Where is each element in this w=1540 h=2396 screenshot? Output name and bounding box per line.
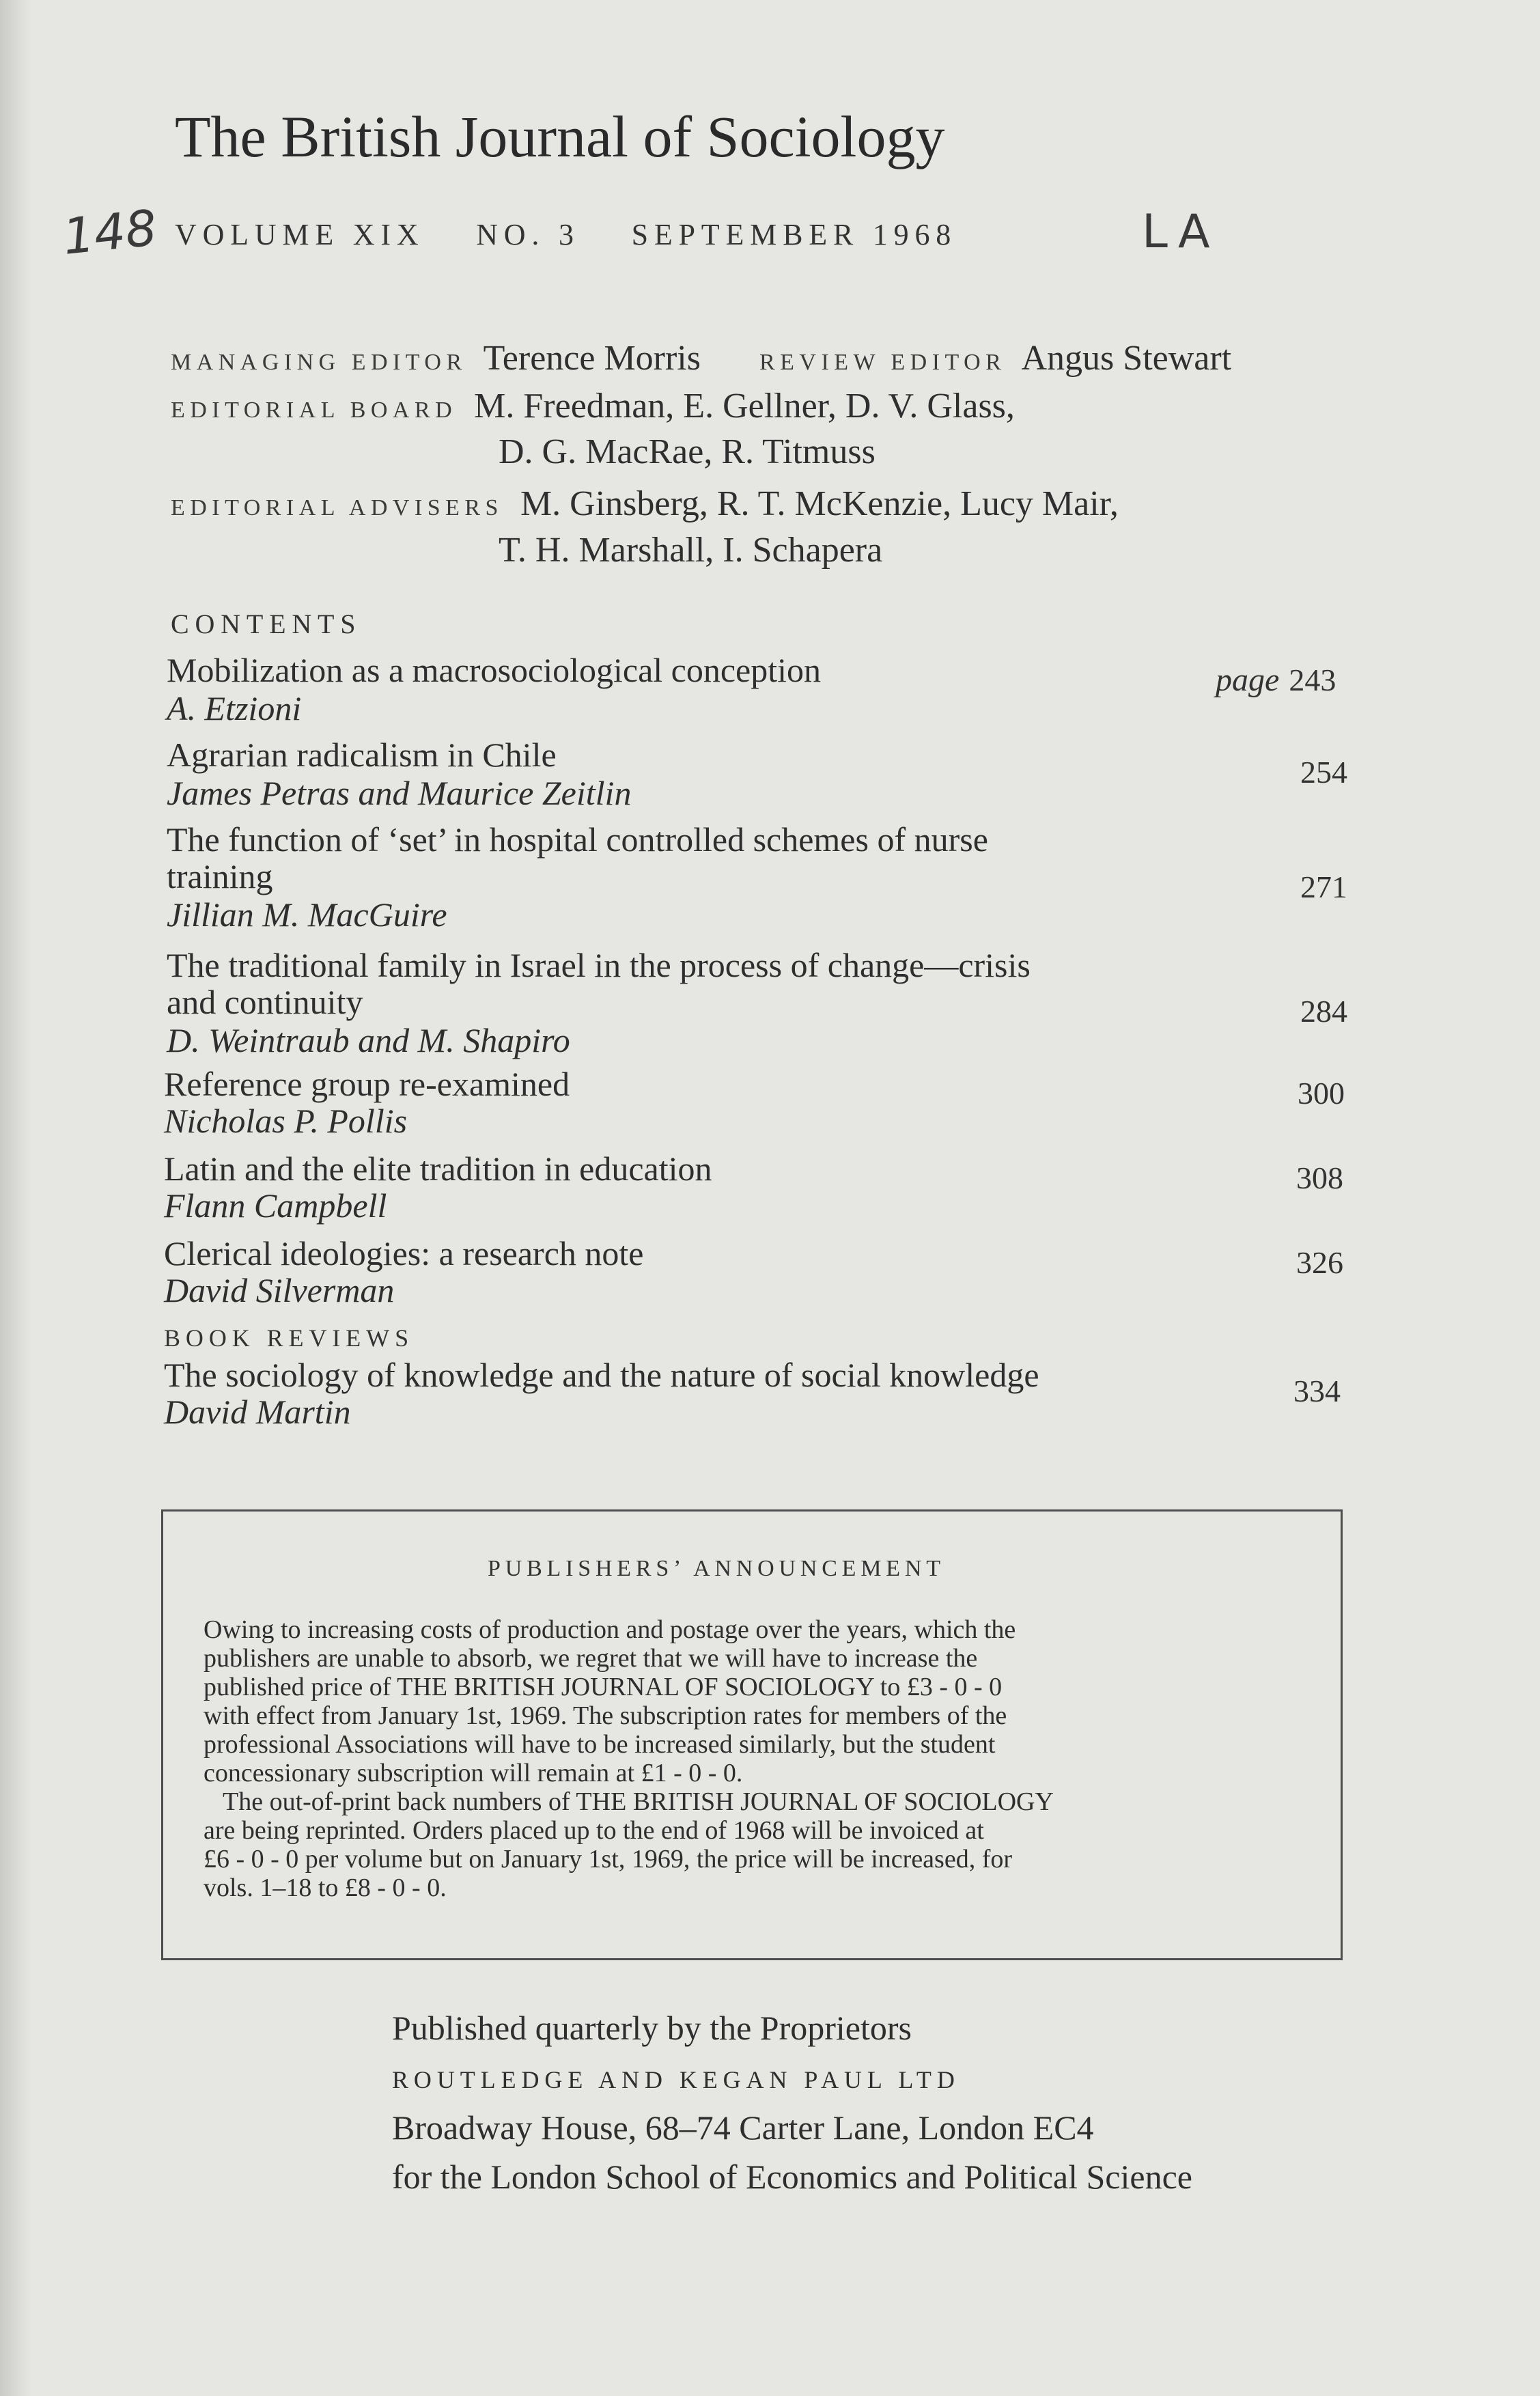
publisher-line-1: Published quarterly by the Proprietors <box>392 2009 912 2047</box>
announcement-heading: PUBLISHERS’ ANNOUNCEMENT <box>488 1556 945 1581</box>
volume-label: VOLUME XIX <box>175 218 425 251</box>
editorial-advisers-names-cont: T. H. Marshall, I. Schapera <box>499 531 883 570</box>
contents-heading: CONTENTS <box>171 609 362 639</box>
handwritten-note-left: 148 <box>59 199 160 266</box>
article-title[interactable]: Clerical ideologies: a research note <box>164 1234 644 1272</box>
review-editor-name: Angus Stewart <box>1021 339 1232 378</box>
publisher-address: Broadway House, 68–74 Carter Lane, London EC4 <box>392 2108 1094 2147</box>
editorial-board-label: EDITORIAL BOARD <box>171 398 458 423</box>
article-title[interactable]: The traditional family in Israel in the process of change—crisis <box>167 946 1031 984</box>
book-review-title[interactable]: The sociology of knowledge and the nature of social knowledge <box>164 1356 1039 1394</box>
announcement-line: £6 - 0 - 0 per volume but on January 1st, 1969, the price will be increased, for <box>204 1845 1013 1873</box>
review-editor-label: REVIEW EDITOR <box>759 350 1007 375</box>
article-page-number: 284 <box>1300 994 1347 1029</box>
article-title[interactable]: Agrarian radicalism in Chile <box>167 736 557 774</box>
article-author: David Silverman <box>164 1271 395 1309</box>
announcement-line: with effect from January 1st, 1969. The subscription rates for members of the <box>204 1701 1007 1730</box>
issue-date: SEPTEMBER 1968 <box>631 218 957 251</box>
article-title-cont[interactable]: and continuity <box>167 983 363 1021</box>
book-review-author: David Martin <box>164 1393 351 1431</box>
announcement-line: vols. 1–18 to £8 - 0 - 0. <box>204 1873 447 1902</box>
announcement-line: concessionary subscription will remain at £1 - 0 - 0. <box>204 1759 743 1787</box>
article-title[interactable]: Reference group re-examined <box>164 1065 570 1103</box>
article-title-cont[interactable]: training <box>167 857 273 895</box>
article-page-number: 308 <box>1296 1160 1343 1195</box>
article-page-number: 300 <box>1298 1076 1345 1111</box>
editorial-advisers-names: M. Ginsberg, R. T. McKenzie, Lucy Mair, <box>520 484 1119 523</box>
handwritten-note-right: LA <box>1142 205 1220 259</box>
editorial-board-line <box>171 386 1015 426</box>
book-reviews-heading: BOOK REVIEWS <box>164 1324 415 1352</box>
announcement-line: professional Associations will have to be increased similarly, but the student <box>204 1730 996 1759</box>
article-author: Jillian M. MacGuire <box>167 895 447 934</box>
article-page <box>1216 661 1336 699</box>
article-title[interactable]: Latin and the elite tradition in education <box>164 1150 712 1188</box>
article-page-number: 243 <box>1289 663 1336 697</box>
article-page-number: 326 <box>1296 1245 1343 1280</box>
editorial-board-names: M. Freedman, E. Gellner, D. V. Glass, <box>474 387 1015 426</box>
announcement-line: The out-of-print back numbers of THE BRITISH JOURNAL OF SOCIOLOGY <box>223 1787 1054 1816</box>
publisher-line-4: for the London School of Economics and Political Science <box>392 2158 1192 2196</box>
article-page-number: 271 <box>1300 869 1347 904</box>
journal-title: The British Journal of Sociology <box>175 104 945 169</box>
managing-editor-line <box>171 338 1231 378</box>
article-author: James Petras and Maurice Zeitlin <box>167 774 632 812</box>
article-title[interactable]: The function of ‘set’ in hospital controlled schemes of nurse <box>167 820 988 859</box>
number-label: NO. 3 <box>476 218 580 251</box>
managing-editor-label: MANAGING EDITOR <box>171 350 467 375</box>
article-title[interactable]: Mobilization as a macrosociological conception <box>167 651 822 689</box>
announcement-line: Owing to increasing costs of production and postage over the years, which the <box>204 1615 1016 1644</box>
announcement-line: published price of THE BRITISH JOURNAL OF SOCIOLOGY to £3 - 0 - 0 <box>204 1673 1003 1701</box>
book-review-page-number: 334 <box>1293 1374 1341 1408</box>
article-page-number: 254 <box>1300 755 1347 790</box>
editorial-advisers-line <box>171 484 1119 524</box>
managing-editor-name: Terence Morris <box>483 339 701 378</box>
article-author: A. Etzioni <box>167 689 302 727</box>
page-word: page <box>1216 662 1280 698</box>
announcement-line: are being reprinted. Orders placed up to the end of 1968 will be invoiced at <box>204 1816 984 1845</box>
issue-line <box>175 217 995 252</box>
article-author: D. Weintraub and M. Shapiro <box>167 1021 570 1059</box>
announcement-line: publishers are unable to absorb, we regret that we will have to increase the <box>204 1644 978 1673</box>
editorial-board-names-cont: D. G. MacRae, R. Titmuss <box>499 432 876 471</box>
article-author: Nicholas P. Pollis <box>164 1102 408 1140</box>
editorial-advisers-label: EDITORIAL ADVISERS <box>171 495 503 520</box>
page-spine-shadow <box>0 0 31 2396</box>
publisher-name: ROUTLEDGE AND KEGAN PAUL LTD <box>392 2066 960 2093</box>
article-author: Flann Campbell <box>164 1186 387 1225</box>
